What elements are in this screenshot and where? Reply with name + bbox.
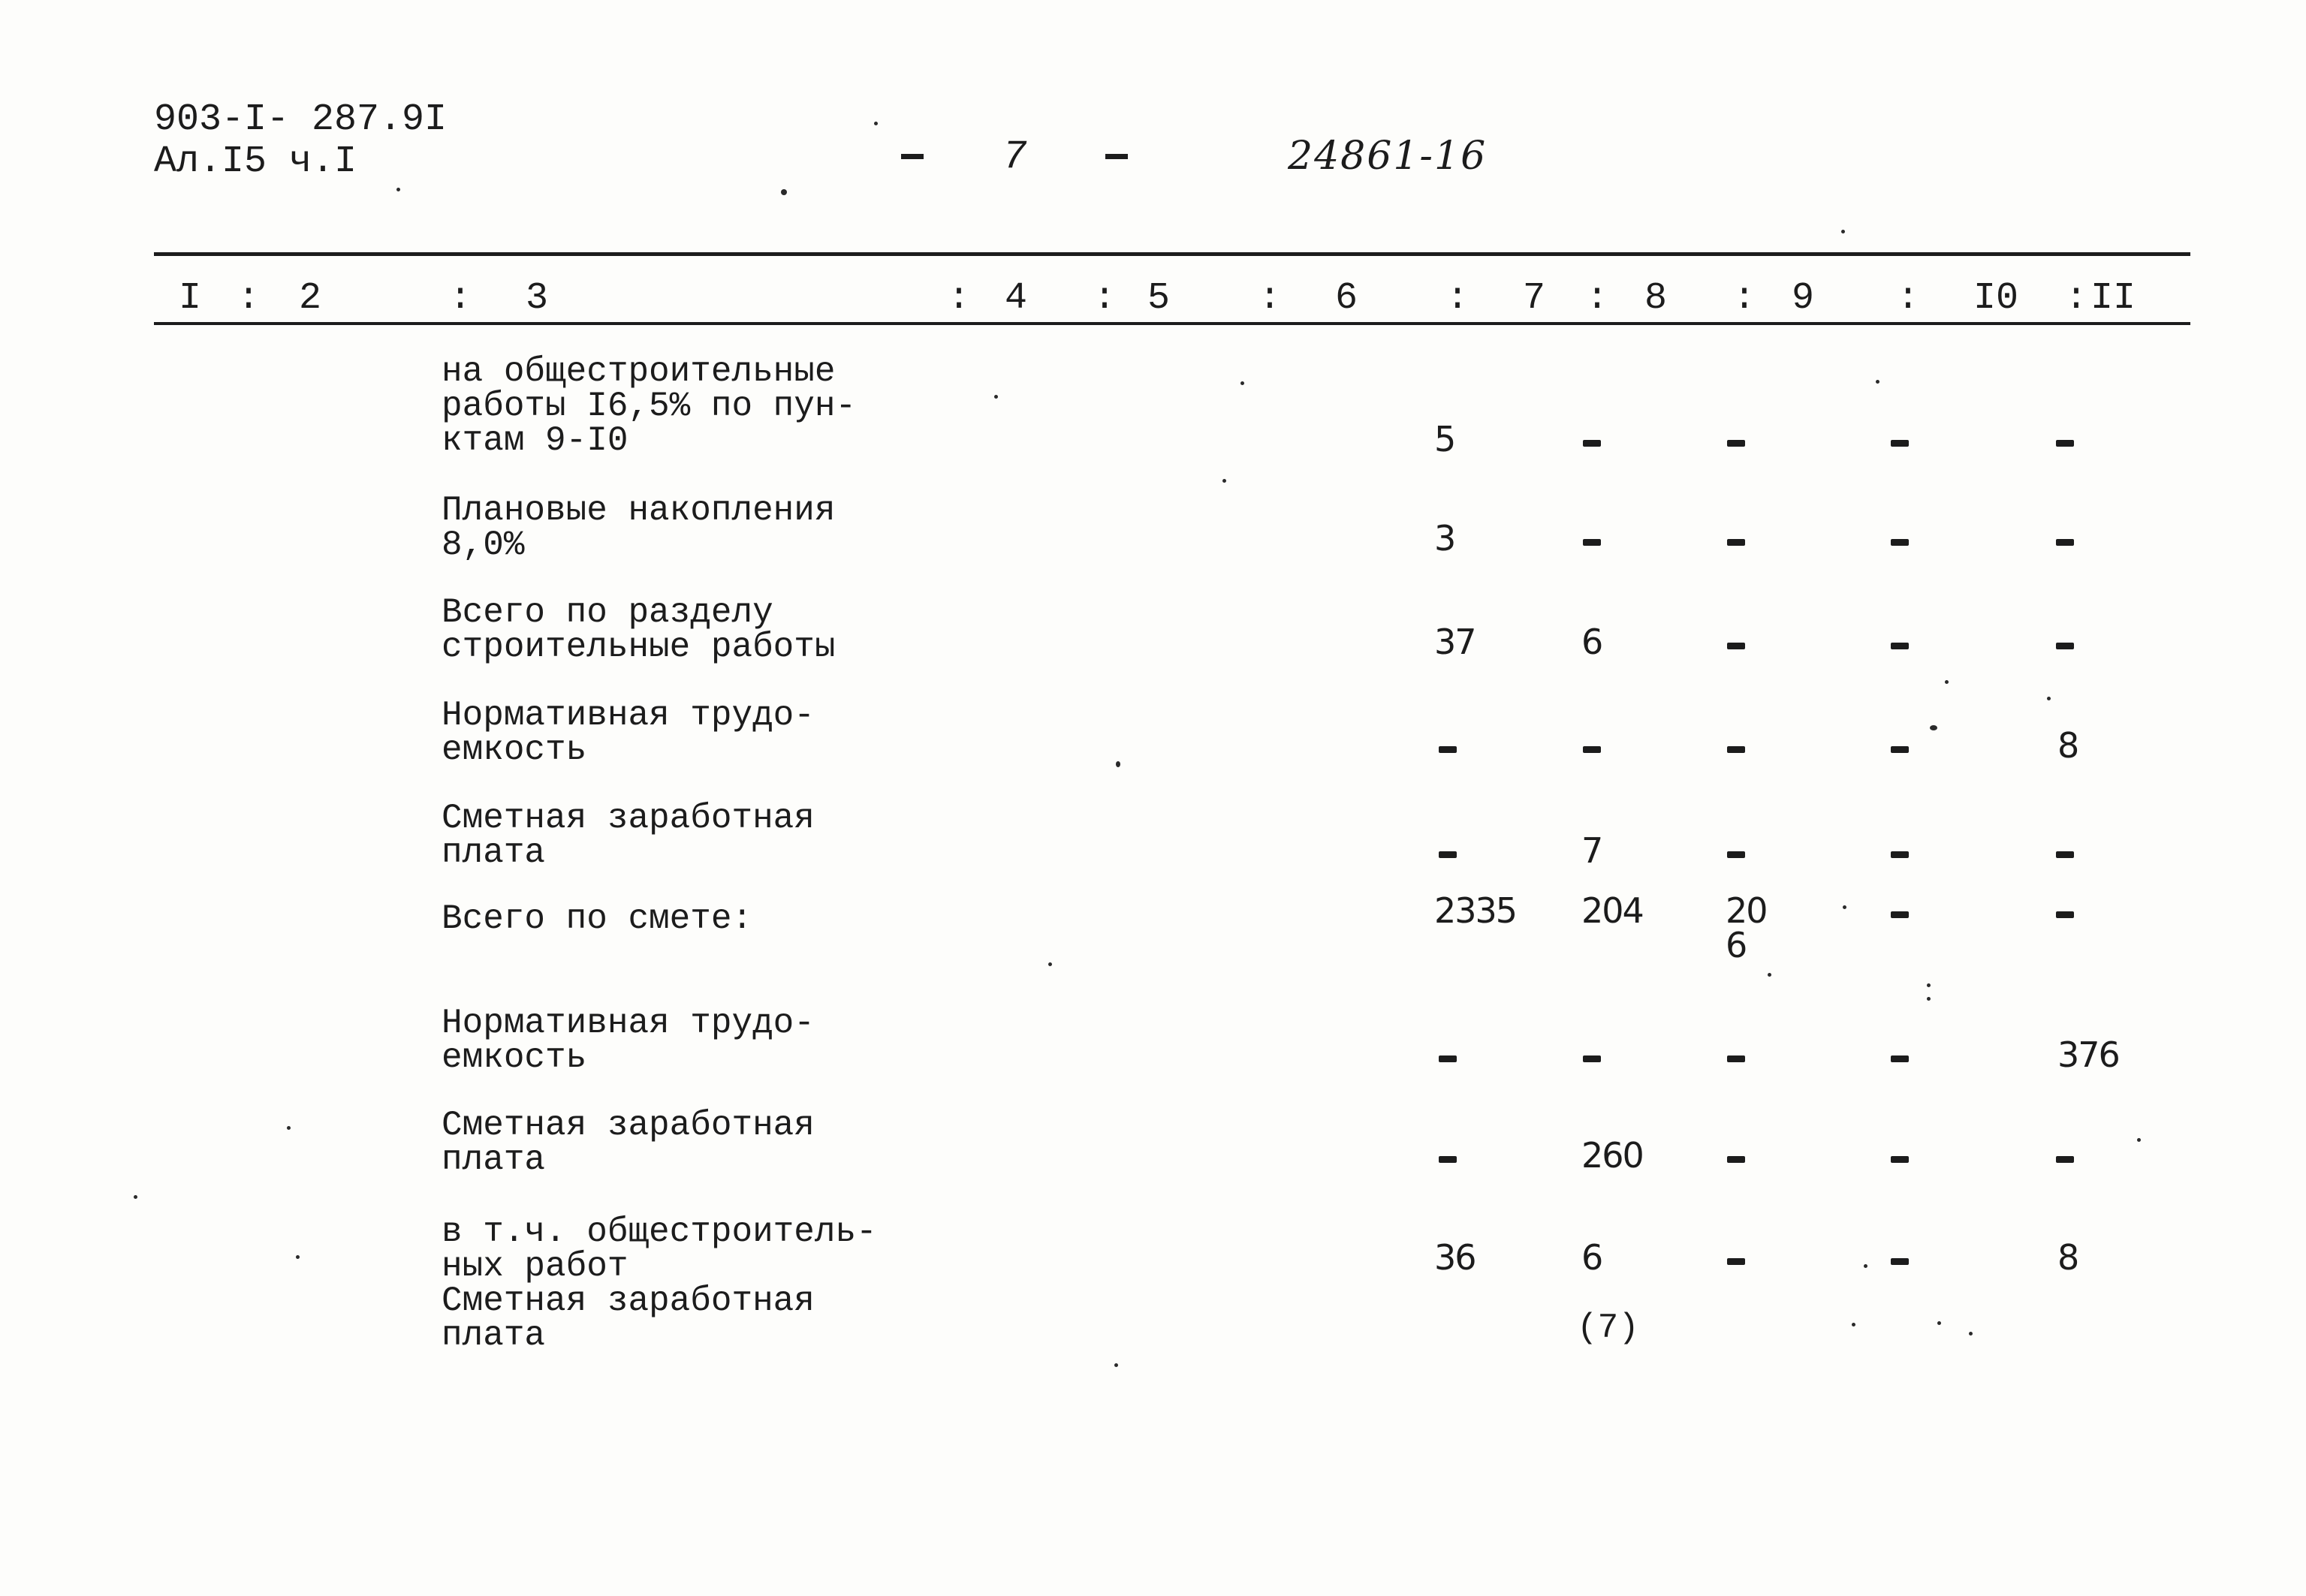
- page-number-block: [901, 134, 1128, 180]
- value-c8: 260: [1581, 1135, 1643, 1176]
- value-dash-c7: [1439, 851, 1457, 858]
- value-dash-c9: [1727, 1258, 1745, 1265]
- table-header-rule: [154, 322, 2190, 325]
- value-dash-c10: [1891, 440, 1909, 447]
- col-num-2: 2: [299, 277, 322, 320]
- scan-speck: [1048, 962, 1052, 966]
- col-num-5: 5: [1147, 277, 1171, 320]
- scan-speck: [1222, 479, 1226, 483]
- scan-speck: [1876, 380, 1879, 384]
- table-top-rule: [154, 252, 2190, 256]
- document-code: [154, 99, 447, 183]
- col-separator: :: [1586, 277, 1609, 320]
- scan-speck: [287, 1126, 291, 1130]
- value-dash-c11: [2056, 643, 2074, 649]
- document-code-line2: Ал.I5 ч.I: [154, 140, 357, 183]
- scan-speck: [1240, 381, 1244, 385]
- value-dash-c9: [1727, 1156, 1745, 1163]
- col-num-3: 3: [526, 277, 549, 320]
- scan-speck: [1927, 983, 1931, 987]
- col-separator: :: [2065, 277, 2088, 320]
- value-dash-c11: [2056, 1156, 2074, 1163]
- row-5-description: Сметная заработная плата: [442, 799, 815, 872]
- document-code-line1: 903-I- 287.9I: [154, 98, 448, 141]
- row-8-description: Сметная заработная плата: [442, 1106, 815, 1179]
- value-dash-c10: [1891, 1055, 1909, 1062]
- page-dash-left: [901, 154, 924, 159]
- scan-speck: [1927, 997, 1931, 1001]
- col-separator: :: [948, 277, 971, 320]
- scan-speck: [1768, 973, 1771, 977]
- scan-speck: [1864, 1264, 1867, 1268]
- col-num-1: I: [179, 277, 202, 320]
- page-dash-right: [1105, 154, 1128, 159]
- col-separator: :: [1897, 277, 1920, 320]
- col-num-11: II: [2090, 277, 2136, 320]
- value-dash-c8: [1583, 539, 1601, 546]
- col-separator: :: [1259, 277, 1282, 320]
- value-dash-c10: [1891, 911, 1909, 918]
- scan-speck: [994, 395, 998, 399]
- value-dash-c7: [1439, 746, 1457, 753]
- scan-speck: [1969, 1332, 1973, 1336]
- value-dash-c10: [1891, 1156, 1909, 1163]
- page-number: 7: [1002, 134, 1027, 180]
- scan-speck: [2137, 1138, 2141, 1142]
- value-dash-c11: [2056, 851, 2074, 858]
- col-num-10: I0: [1973, 277, 2019, 320]
- row-9-description: в т.ч. общестроитель- ных работ Сметная заработная плата: [442, 1212, 877, 1355]
- value-dash-c10: [1891, 539, 1909, 546]
- value-c7: 36: [1434, 1237, 1476, 1278]
- scan-speck: [1843, 905, 1846, 909]
- value-dash-c8: [1583, 440, 1601, 447]
- handwritten-reference-number: 24861-16: [1288, 134, 1488, 179]
- col-num-4: 4: [1005, 277, 1028, 320]
- scan-speck: [781, 189, 787, 195]
- value-dash-c11: [2056, 440, 2074, 447]
- col-separator: :: [449, 277, 472, 320]
- value-dash-c10: [1891, 746, 1909, 753]
- scan-speck: [1852, 1323, 1855, 1326]
- value-dash-c7: [1439, 1156, 1457, 1163]
- scan-speck: [1937, 1321, 1941, 1325]
- scan-speck: [2047, 697, 2051, 700]
- col-separator: :: [237, 277, 261, 320]
- col-num-8: 8: [1644, 277, 1668, 320]
- row-2-description: Плановые накопления 8,0%: [442, 491, 836, 565]
- value-dash-c8: [1583, 746, 1601, 753]
- scan-speck: [1114, 1363, 1118, 1367]
- scan-speck: [134, 1195, 137, 1199]
- value-c9: 20 6: [1726, 890, 1767, 965]
- value-dash-c7: [1439, 1055, 1457, 1062]
- value-dash-c11: [2056, 539, 2074, 546]
- value-c8: 6: [1581, 622, 1602, 662]
- value-c7: 37: [1434, 622, 1476, 662]
- value-c11: 8: [2057, 1237, 2078, 1278]
- value-dash-c9: [1727, 440, 1745, 447]
- scan-speck: [874, 122, 878, 125]
- value-dash-c9: [1727, 643, 1745, 649]
- row-6-description: Всего по смете:: [442, 899, 753, 938]
- col-separator: :: [1446, 277, 1470, 320]
- row-7-description: Нормативная трудо- емкость: [442, 1004, 815, 1077]
- value-dash-c9: [1727, 1055, 1745, 1062]
- scan-speck: [1930, 725, 1937, 730]
- value-dash-c10: [1891, 643, 1909, 649]
- col-separator: :: [1733, 277, 1756, 320]
- value-dash-c9: [1727, 539, 1745, 546]
- scan-speck: [1841, 230, 1845, 233]
- value-dash-c10: [1891, 851, 1909, 858]
- scan-speck: [1945, 680, 1949, 684]
- row-1-description: на общестроительные работы I6,5% по пун- ктам 9-I0: [442, 352, 857, 460]
- value-c11: 376: [2057, 1034, 2119, 1075]
- value-c8: 6: [1581, 1237, 1602, 1278]
- value-c7: 5: [1434, 419, 1455, 459]
- value-c8-sub: (7): [1577, 1308, 1639, 1348]
- value-dash-c9: [1727, 851, 1745, 858]
- value-dash-c8: [1583, 1055, 1601, 1062]
- scan-speck: [296, 1255, 300, 1259]
- value-c7: 2335: [1434, 890, 1517, 931]
- col-num-6: 6: [1335, 277, 1358, 320]
- value-dash-c9: [1727, 746, 1745, 753]
- value-dash-c11: [2056, 911, 2074, 918]
- value-c11: 8: [2057, 725, 2078, 766]
- value-dash-c10: [1891, 1258, 1909, 1265]
- value-c8: 204: [1581, 890, 1643, 931]
- col-num-7: 7: [1523, 277, 1546, 320]
- col-num-9: 9: [1792, 277, 1815, 320]
- scan-speck: [1116, 761, 1120, 767]
- value-c7: 3: [1434, 518, 1455, 559]
- scan-speck: [396, 188, 400, 191]
- col-separator: :: [1093, 277, 1117, 320]
- row-3-description: Всего по разделу строительные работы: [442, 593, 836, 667]
- value-c8: 7: [1581, 830, 1602, 871]
- row-4-description: Нормативная трудо- емкость: [442, 696, 815, 769]
